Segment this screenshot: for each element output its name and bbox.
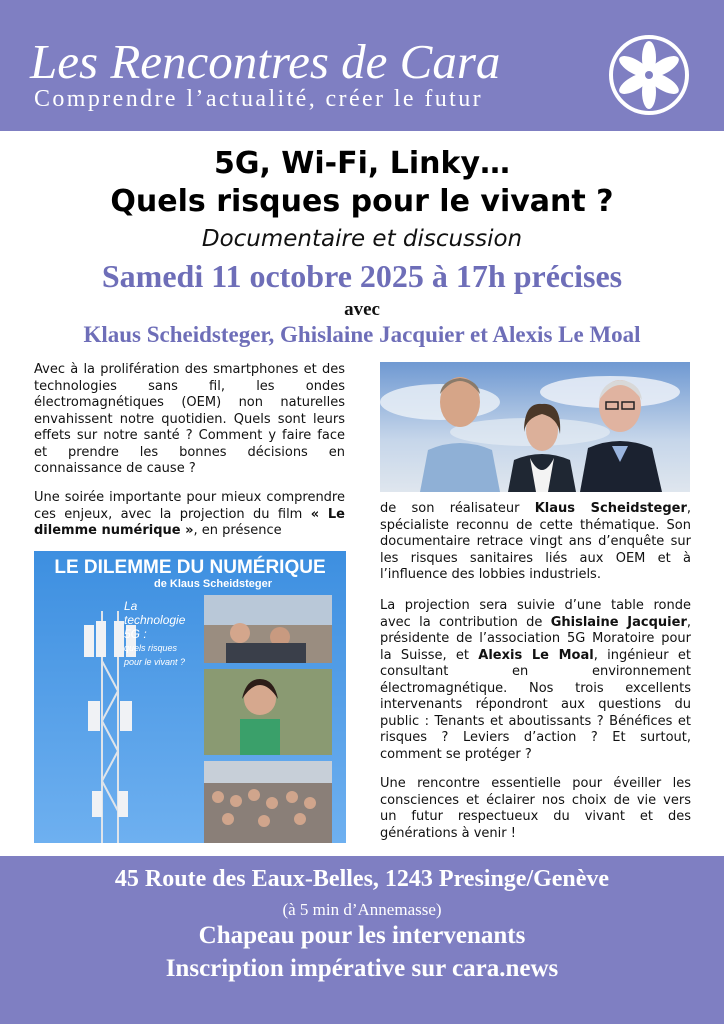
event-with: avec — [344, 299, 380, 320]
closing-paragraph: Une rencontre essentielle pour éveiller les consciences et éclairer nos choix de vie vers un futur respectueux du vivant et des générations à venir ! — [380, 776, 691, 841]
roundtable-text-b: , présidente de l’association 5G Moratoire pour la Suisse, et — [380, 614, 691, 663]
header-banner — [0, 0, 724, 131]
director-text-rest: , spécialiste reconnu de cette thématique. Son documentaire retrace vingt ans d’enquête sur les risques sanitaires liés aux OEM et à l’influence des lobbies industriels. — [380, 501, 692, 582]
event-title-line2: Quels risques pour le vivant ? — [110, 184, 614, 219]
poster-title: LE DILEMME DU NUMÉRIQUE — [54, 557, 326, 578]
film-title: « Le dilemme numérique » — [34, 506, 345, 538]
flower-of-life-logo — [608, 34, 690, 116]
director-paragraph — [380, 501, 691, 584]
director-name: Klaus Scheidsteger — [534, 501, 687, 516]
speaker-alexis: Alexis Le Moal — [478, 647, 594, 663]
roundtable-text-a: La projection sera suivie d’une table ronde avec la contribution de — [380, 598, 691, 630]
poster-author: de Klaus Scheidsteger — [154, 578, 272, 590]
roundtable-paragraph — [380, 598, 691, 763]
evening-end: , en présence — [193, 523, 282, 538]
site-tagline: Comprendre l’actualité, créer le futur — [34, 86, 484, 112]
poster-tagline — [124, 599, 204, 669]
event-date: Samedi 11 octobre 2025 à 17h précises — [101, 258, 623, 294]
poster-tag-1: La — [124, 599, 138, 613]
film-poster — [34, 551, 346, 843]
poster-tag-4: quels risques — [124, 643, 178, 653]
roundtable-text-c: , ingénieur et consultant en environnement électromagnétique. Nos trois excellents intervenants répondront aux questions du public : Tenants et aboutissants ? Bénéfices et risques ? Leviers d’action ? Et surtout, comment se protéger ? — [380, 647, 691, 762]
evening-text: Une soirée importante pour mieux comprendre ces enjeux, avec la projection du film — [34, 490, 345, 522]
donation-note: Chapeau pour les intervenants — [198, 922, 526, 949]
venue-note: (à 5 min d’Annemasse) — [282, 900, 442, 919]
evening-paragraph — [34, 490, 345, 540]
speaker-ghislaine: Ghislaine Jacquier — [550, 614, 687, 630]
venue-address: 45 Route des Eaux-Belles, 1243 Presinge/Genève — [114, 866, 610, 892]
event-speakers: Klaus Scheidsteger, Ghislaine Jacquier et Alexis Le Moal — [83, 322, 641, 347]
director-text-start: de son réalisateur — [380, 501, 535, 516]
poster-tag-3: 5G : — [124, 627, 147, 641]
event-title-line1: 5G, Wi-Fi, Linky… — [213, 146, 511, 181]
poster-tag-2: technologie — [124, 613, 186, 627]
poster-tag-5: pour le vivant ? — [124, 657, 186, 667]
event-subtitle: Documentaire et discussion — [201, 226, 523, 252]
footer-banner — [0, 856, 724, 1024]
site-title: Les Rencontres de Cara — [30, 34, 501, 89]
intro-paragraph: Avec à la prolifération des smartphones et des technologies sans fil, les ondes électromagnétiques (OEM) non naturelles envahissent notre quotidien. Quels sont leurs effets sur notre santé ? Comment y faire face et prendre les bonnes décisions en connaissance de cause ? — [34, 362, 345, 476]
signup-note: Inscription impérative sur cara.news — [165, 955, 559, 982]
speakers-photo — [380, 362, 690, 492]
